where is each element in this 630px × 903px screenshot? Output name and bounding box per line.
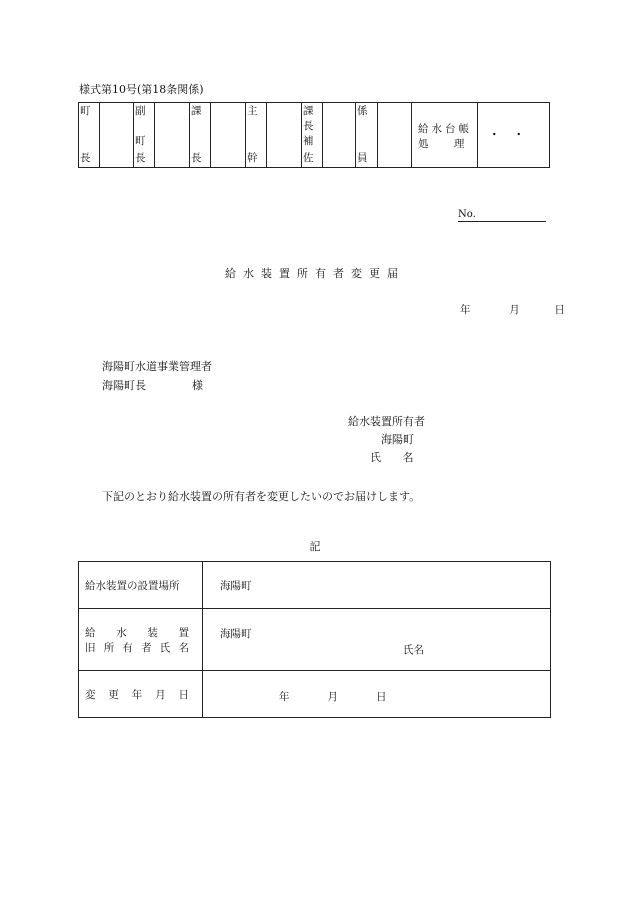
stamp-label-shukan: 主 幹: [246, 103, 267, 168]
stamp-box-kacho[interactable]: [211, 103, 246, 168]
stamp-box-kakari[interactable]: [378, 103, 412, 168]
date-year-label: 年: [460, 304, 471, 316]
location-row: [79, 562, 551, 609]
submission-date: [460, 302, 565, 317]
location-value[interactable]: 海陽町: [203, 562, 551, 609]
previous-owner-name-label: 氏名: [403, 644, 424, 656]
number-label: No.: [458, 209, 476, 220]
owner-label: 給水装置所有者: [348, 415, 425, 428]
addressee-block: [102, 357, 212, 395]
stamp-box-cho[interactable]: [100, 103, 134, 168]
addressee-honorific: 様: [192, 379, 203, 392]
date-month-label: 月: [509, 304, 520, 316]
change-date-label: 変 更 年 月 日: [79, 671, 203, 718]
change-date-row: [79, 671, 551, 718]
statement-text: 下記のとおり給水装置の所有者を変更したいのでお届けします。: [102, 490, 421, 503]
previous-owner-label-line1: 給 水 装 置: [85, 626, 189, 639]
date-day-label: 日: [554, 304, 565, 316]
number-field-line[interactable]: [458, 221, 546, 222]
stamp-box-kachohosa[interactable]: [323, 103, 356, 168]
previous-owner-town: 海陽町: [220, 628, 252, 640]
location-label: 給水装置の設置場所: [79, 562, 203, 609]
stamp-label-kachohosa: 課 長 補 佐: [302, 103, 323, 168]
stamp-label-kakari: 係 員: [356, 103, 378, 168]
stamp-label-cho: 町 長: [79, 103, 100, 168]
addressee-line1: 海陽町水道事業管理者: [102, 360, 212, 373]
previous-owner-label-line2: 旧 所 有 者 氏 名: [85, 641, 189, 654]
owner-town: 海陽町: [381, 433, 414, 446]
owner-name-label: 氏 名: [370, 451, 423, 464]
previous-owner-row: [79, 609, 551, 671]
ledger-date-cell[interactable]: ・・: [478, 103, 550, 168]
change-date-value[interactable]: [203, 671, 551, 718]
previous-owner-value[interactable]: [203, 609, 551, 671]
stamp-box-fukucho[interactable]: [155, 103, 190, 168]
ledger-label-cell: [412, 103, 478, 168]
stamp-box-shukan[interactable]: [267, 103, 302, 168]
details-table: [78, 561, 551, 718]
approval-stamp-table: [78, 102, 550, 168]
owner-block: [348, 413, 425, 467]
stamp-label-fukucho: 副 町 長: [134, 103, 155, 168]
form-id: 様式第10号(第18条関係): [79, 83, 204, 96]
ki-heading: 記: [309, 540, 321, 553]
ledger-label-line1: 給水台帳: [418, 123, 472, 135]
document-title: 給水装置所有者変更届: [225, 267, 405, 280]
ledger-label-line2: 処 理: [418, 138, 465, 150]
stamp-label-kacho: 課 長: [190, 103, 211, 168]
previous-owner-label: [79, 609, 203, 671]
change-date-fields: 年 月 日: [279, 691, 387, 703]
addressee-line2: 海陽町長: [102, 379, 146, 392]
